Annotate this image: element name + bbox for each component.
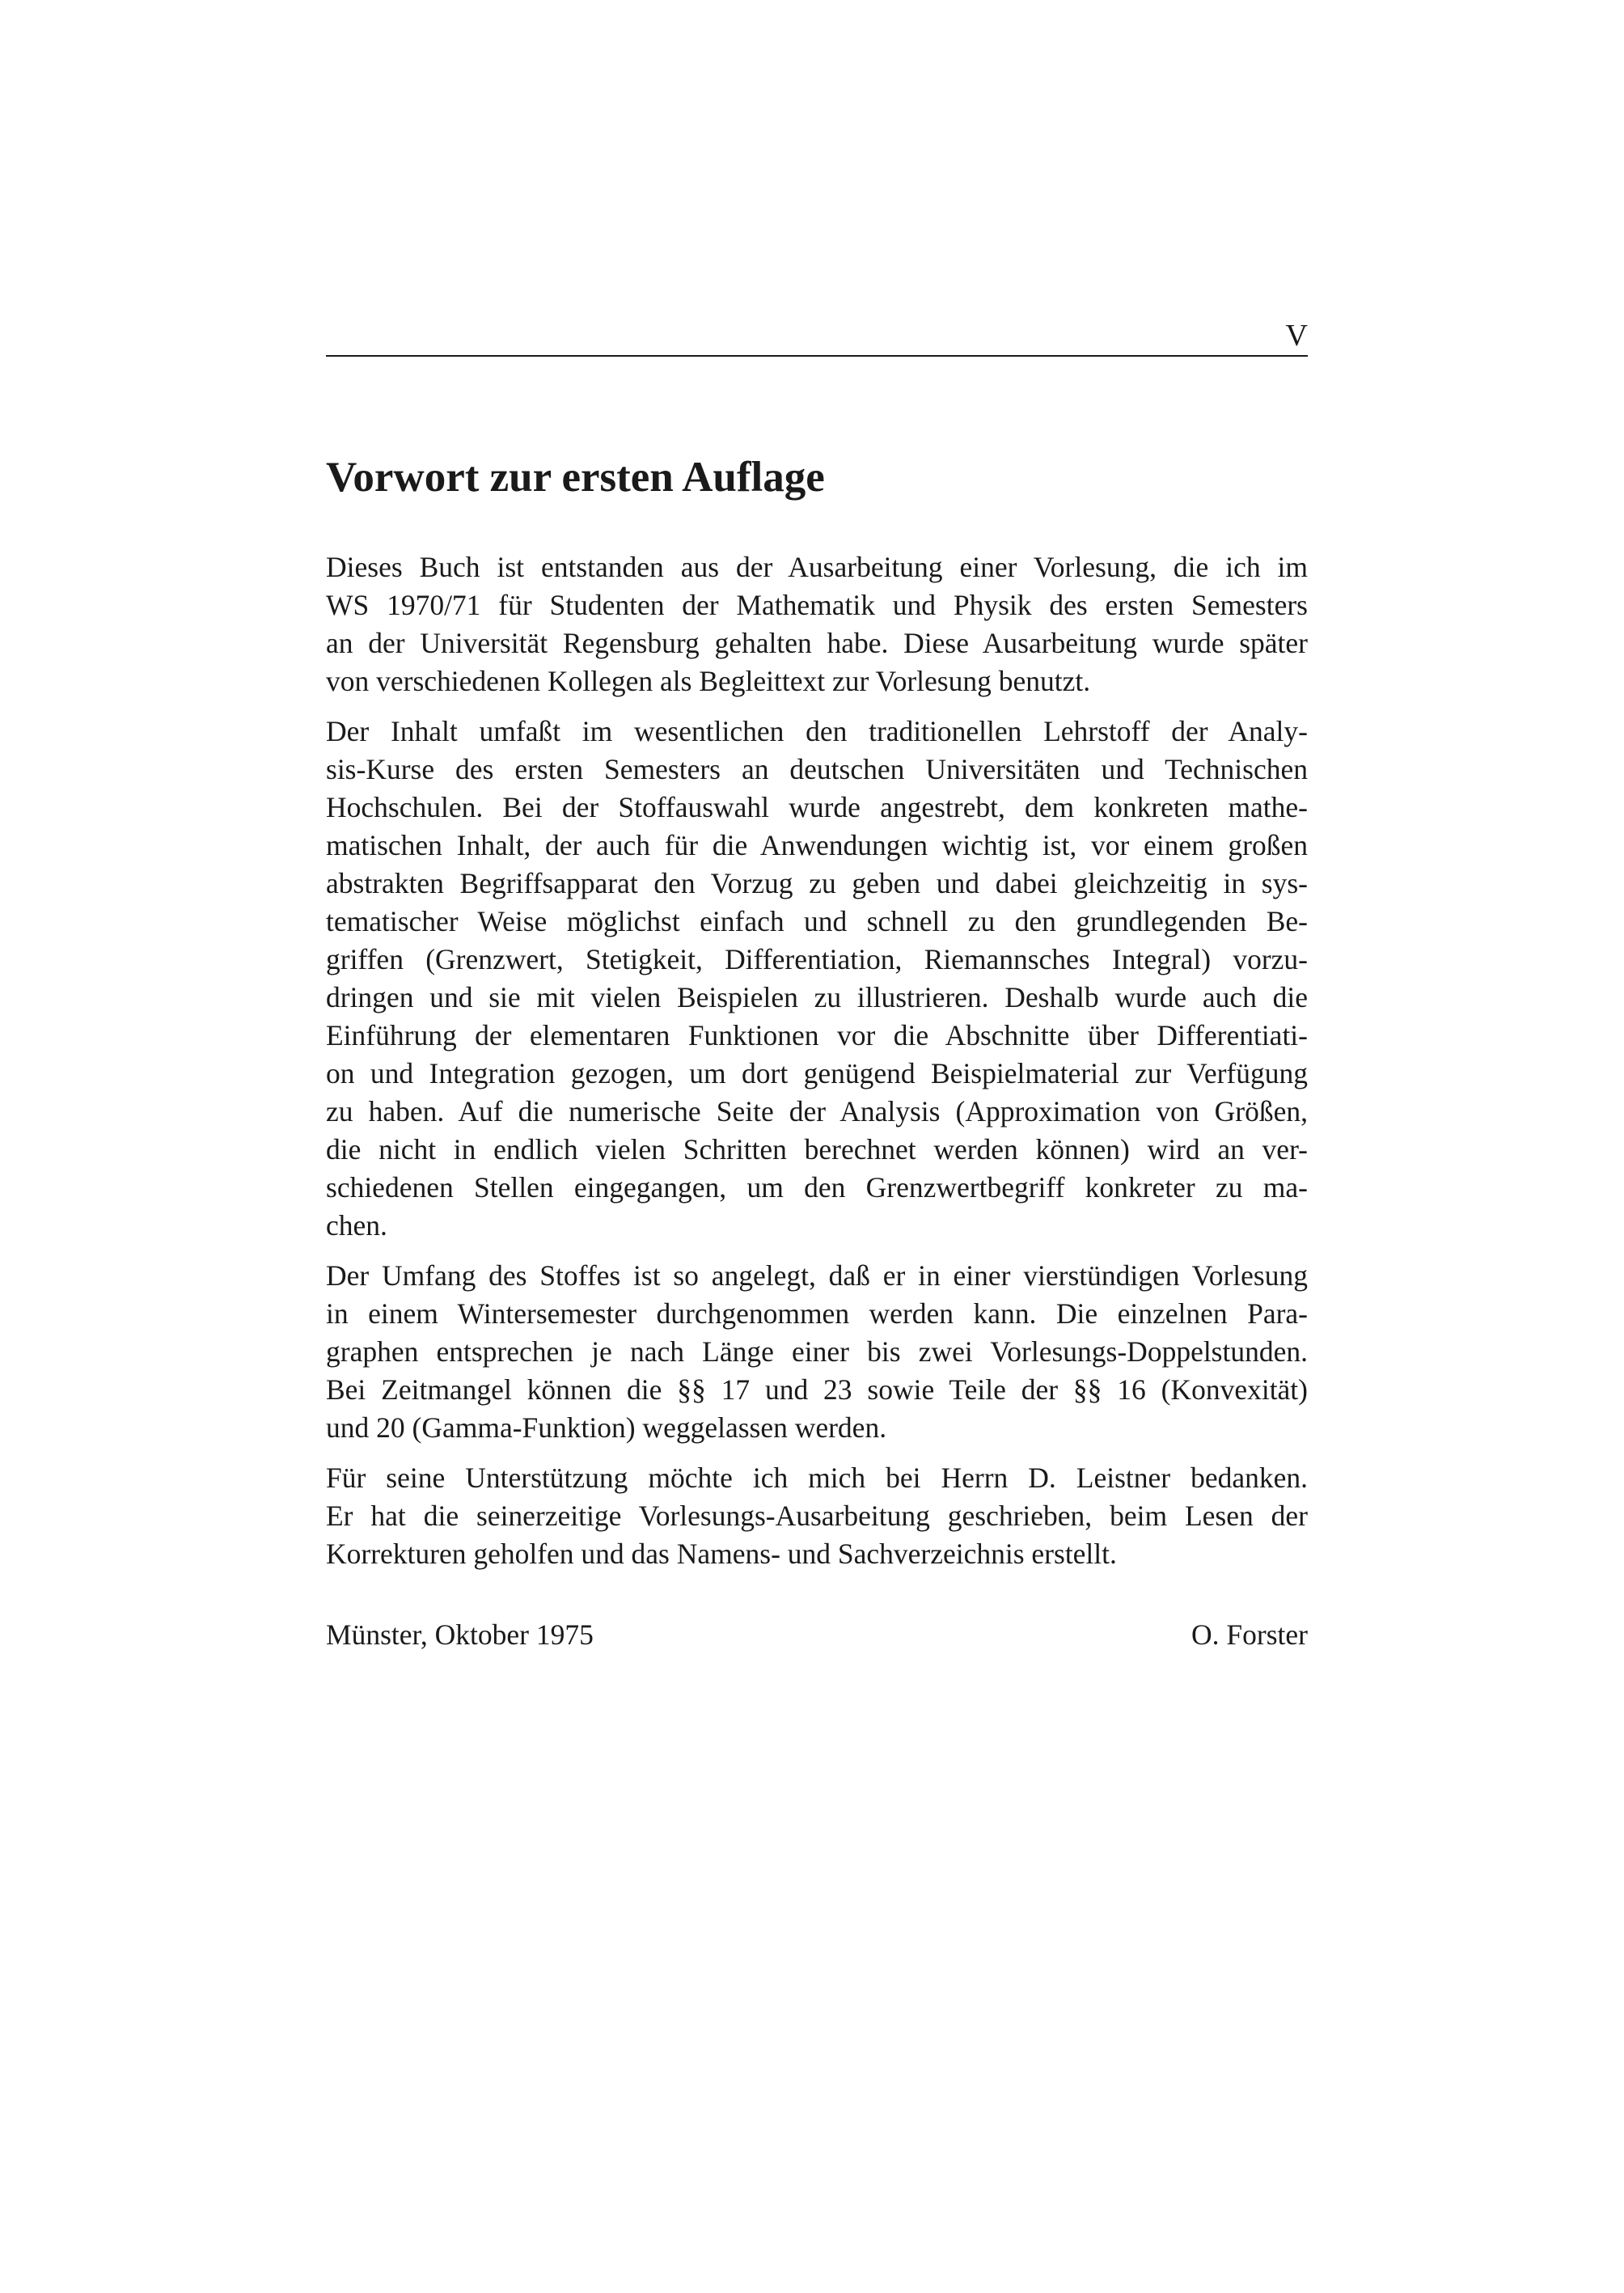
text-line: Bei Zeitmangel können die §§ 17 und 23 sowie Teile der §§ 16 (Konvexität) bbox=[326, 1373, 1308, 1406]
text-line: sis-Kurse des ersten Semesters an deutschen Universitäten und Technischen bbox=[326, 753, 1308, 785]
text-line: Er hat die seinerzeitige Vorlesungs-Ausarbeitung geschrieben, beim Lesen der bbox=[326, 1500, 1308, 1532]
text-line: WS 1970/71 für Studenten der Mathematik und Physik des ersten Semesters bbox=[326, 589, 1308, 621]
text-line: schiedenen Stellen eingegangen, um den Grenzwertbegriff konkreter zu ma- bbox=[326, 1171, 1308, 1204]
paragraph bbox=[326, 1459, 1308, 1573]
text-line: Dieses Buch ist entstanden aus der Ausarbeitung einer Vorlesung, die ich im bbox=[326, 551, 1308, 583]
text-line: Hochschulen. Bei der Stoffauswahl wurde angestrebt, dem konkreten mathe- bbox=[326, 791, 1308, 823]
text-line: graphen entsprechen je nach Länge einer bis zwei Vorlesungs-Doppelstunden. bbox=[326, 1335, 1308, 1368]
text-line: on und Integration gezogen, um dort genügend Beispielmaterial zur Verfügung bbox=[326, 1057, 1308, 1089]
text-line: griffen (Grenzwert, Stetigkeit, Differentiation, Riemannsches Integral) vorzu- bbox=[326, 943, 1308, 975]
text-line: chen. bbox=[326, 1209, 387, 1242]
text-line: Korrekturen geholfen und das Namens- und Sachverzeichnis erstellt. bbox=[326, 1538, 1117, 1570]
text-line: matischen Inhalt, der auch für die Anwendungen wichtig ist, vor einem großen bbox=[326, 829, 1308, 861]
text-line: Für seine Unterstützung möchte ich mich bei Herrn D. Leistner bedanken. bbox=[326, 1462, 1308, 1494]
page-title: Vorwort zur ersten Auflage bbox=[326, 454, 825, 501]
text-line: tematischer Weise möglichst einfach und schnell zu den grundlegenden Be- bbox=[326, 905, 1308, 937]
text-line: zu haben. Auf die numerische Seite der Analysis (Approximation von Größen, bbox=[326, 1095, 1308, 1127]
text-line: von verschiedenen Kollegen als Begleittext zur Vorlesung benutzt. bbox=[326, 665, 1091, 697]
body-text bbox=[326, 548, 1308, 1585]
signoff-author: O. Forster bbox=[1191, 1618, 1308, 1651]
page-number: V bbox=[1285, 319, 1308, 353]
text-line: abstrakten Begriffsapparat den Vorzug zu geben und dabei gleichzeitig in sys- bbox=[326, 867, 1308, 899]
paragraph bbox=[326, 548, 1308, 700]
text-line: an der Universität Regensburg gehalten habe. Diese Ausarbeitung wurde später bbox=[326, 627, 1308, 659]
text-line: Einführung der elementaren Funktionen vor die Abschnitte über Differentiati- bbox=[326, 1019, 1308, 1051]
text-line: und 20 (Gamma-Funktion) weggelassen werden. bbox=[326, 1411, 887, 1444]
signoff-place-date: Münster, Oktober 1975 bbox=[326, 1618, 594, 1651]
paragraph bbox=[326, 713, 1308, 1245]
text-line: dringen und sie mit vielen Beispielen zu illustrieren. Deshalb wurde auch die bbox=[326, 981, 1308, 1013]
text-line: Der Inhalt umfaßt im wesentlichen den traditionellen Lehrstoff der Analy- bbox=[326, 715, 1308, 747]
text-line: Der Umfang des Stoffes ist so angelegt, daß er in einer vierstündigen Vorlesung bbox=[326, 1259, 1308, 1292]
text-line: in einem Wintersemester durchgenommen werden kann. Die einzelnen Para- bbox=[326, 1297, 1308, 1330]
header-rule bbox=[326, 355, 1308, 357]
paragraph bbox=[326, 1257, 1308, 1447]
text-line: die nicht in endlich vielen Schritten berechnet werden können) wird an ver- bbox=[326, 1133, 1308, 1166]
signoff bbox=[326, 1616, 1308, 1654]
